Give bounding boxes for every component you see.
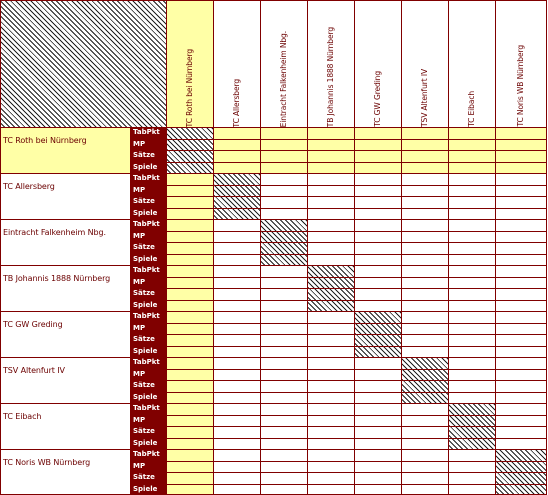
result-cell[interactable] bbox=[213, 438, 260, 450]
result-cell[interactable] bbox=[166, 196, 213, 208]
stat-label: Sätze bbox=[130, 426, 166, 438]
column-header bbox=[307, 0, 354, 127]
result-cell[interactable] bbox=[213, 323, 260, 335]
result-cell[interactable] bbox=[448, 449, 495, 461]
result-cell[interactable] bbox=[307, 323, 354, 335]
result-cell[interactable] bbox=[448, 311, 495, 323]
result-cell[interactable] bbox=[307, 219, 354, 231]
result-cell[interactable] bbox=[307, 162, 354, 174]
result-cell[interactable] bbox=[495, 392, 546, 404]
stat-label: Sätze bbox=[130, 380, 166, 392]
result-cell[interactable] bbox=[260, 426, 307, 438]
column-header bbox=[213, 0, 260, 127]
stat-label: Sätze bbox=[130, 196, 166, 208]
result-cell[interactable] bbox=[448, 150, 495, 162]
result-cell[interactable] bbox=[307, 254, 354, 266]
result-cell[interactable] bbox=[495, 265, 546, 277]
result-cell[interactable] bbox=[354, 277, 401, 289]
column-header-label: TC GW Greding bbox=[373, 67, 382, 127]
result-cell[interactable] bbox=[307, 403, 354, 415]
result-cell[interactable] bbox=[401, 231, 448, 243]
result-cell[interactable] bbox=[495, 277, 546, 289]
result-cell[interactable] bbox=[448, 219, 495, 231]
result-cell[interactable] bbox=[401, 127, 448, 139]
column-header-label: TB Johannis 1888 Nürnberg bbox=[326, 23, 335, 127]
team-row-label: TC Noris WB Nürnberg bbox=[0, 449, 130, 495]
result-cell[interactable] bbox=[401, 185, 448, 197]
result-cell[interactable] bbox=[213, 369, 260, 381]
result-cell[interactable] bbox=[354, 173, 401, 185]
result-cell[interactable] bbox=[213, 219, 260, 231]
column-header bbox=[401, 0, 448, 127]
result-cell[interactable] bbox=[307, 461, 354, 473]
stat-label: Spiele bbox=[130, 346, 166, 358]
diagonal-hatch-cell bbox=[307, 265, 354, 311]
stat-label: TabPkt bbox=[130, 127, 166, 139]
result-cell[interactable] bbox=[307, 185, 354, 197]
result-cell[interactable] bbox=[401, 300, 448, 312]
result-cell[interactable] bbox=[448, 288, 495, 300]
result-cell[interactable] bbox=[448, 357, 495, 369]
result-cell[interactable] bbox=[307, 415, 354, 427]
result-cell[interactable] bbox=[307, 346, 354, 358]
result-cell[interactable] bbox=[260, 323, 307, 335]
result-cell[interactable] bbox=[495, 219, 546, 231]
result-cell[interactable] bbox=[307, 426, 354, 438]
result-cell[interactable] bbox=[213, 392, 260, 404]
result-cell[interactable] bbox=[495, 426, 546, 438]
result-cell[interactable] bbox=[448, 484, 495, 495]
result-cell[interactable] bbox=[354, 357, 401, 369]
result-cell[interactable] bbox=[495, 231, 546, 243]
result-cell[interactable] bbox=[260, 150, 307, 162]
result-cell[interactable] bbox=[166, 484, 213, 495]
result-cell[interactable] bbox=[448, 265, 495, 277]
result-cell[interactable] bbox=[166, 300, 213, 312]
result-cell[interactable] bbox=[495, 196, 546, 208]
result-cell[interactable] bbox=[401, 484, 448, 495]
stat-label: TabPkt bbox=[130, 265, 166, 277]
result-cell[interactable] bbox=[448, 461, 495, 473]
result-cell[interactable] bbox=[354, 472, 401, 484]
result-cell[interactable] bbox=[495, 380, 546, 392]
stat-label: Sätze bbox=[130, 242, 166, 254]
stat-label: MP bbox=[130, 415, 166, 427]
result-cell[interactable] bbox=[213, 461, 260, 473]
result-cell[interactable] bbox=[260, 311, 307, 323]
stat-label: Spiele bbox=[130, 254, 166, 266]
stat-label: MP bbox=[130, 231, 166, 243]
result-cell[interactable] bbox=[448, 323, 495, 335]
result-cell[interactable] bbox=[260, 357, 307, 369]
result-cell[interactable] bbox=[401, 265, 448, 277]
result-cell[interactable] bbox=[260, 173, 307, 185]
stat-label: TabPkt bbox=[130, 311, 166, 323]
corner-hatch bbox=[0, 0, 166, 127]
diagonal-hatch-cell bbox=[448, 403, 495, 449]
result-cell[interactable] bbox=[401, 461, 448, 473]
result-cell[interactable] bbox=[495, 415, 546, 427]
result-cell[interactable] bbox=[495, 300, 546, 312]
column-header bbox=[354, 0, 401, 127]
team-row-label: TB Johannis 1888 Nürnberg bbox=[0, 265, 130, 311]
result-cell[interactable] bbox=[495, 438, 546, 450]
team-row-label: TC Eibach bbox=[0, 403, 130, 449]
result-cell[interactable] bbox=[213, 150, 260, 162]
result-cell[interactable] bbox=[495, 334, 546, 346]
stat-label: Spiele bbox=[130, 392, 166, 404]
result-cell[interactable] bbox=[495, 242, 546, 254]
stat-label: Spiele bbox=[130, 162, 166, 174]
column-header bbox=[260, 0, 307, 127]
result-cell[interactable] bbox=[495, 150, 546, 162]
diagonal-hatch-cell bbox=[354, 311, 401, 357]
result-cell[interactable] bbox=[213, 127, 260, 139]
stat-label: TabPkt bbox=[130, 403, 166, 415]
result-cell[interactable] bbox=[354, 185, 401, 197]
result-cell[interactable] bbox=[354, 461, 401, 473]
result-cell[interactable] bbox=[166, 426, 213, 438]
result-cell[interactable] bbox=[448, 472, 495, 484]
result-cell[interactable] bbox=[354, 127, 401, 139]
result-cell[interactable] bbox=[401, 162, 448, 174]
column-header-label: TC Eibach bbox=[467, 87, 476, 127]
team-row-label: TC Allersberg bbox=[0, 173, 130, 219]
result-cell[interactable] bbox=[401, 449, 448, 461]
result-cell[interactable] bbox=[213, 472, 260, 484]
result-cell[interactable] bbox=[166, 185, 213, 197]
result-cell[interactable] bbox=[166, 415, 213, 427]
result-cell[interactable] bbox=[448, 162, 495, 174]
result-cell[interactable] bbox=[260, 196, 307, 208]
stat-label: MP bbox=[130, 139, 166, 151]
result-cell[interactable] bbox=[260, 127, 307, 139]
result-cell[interactable] bbox=[354, 219, 401, 231]
stat-label: MP bbox=[130, 369, 166, 381]
result-cell[interactable] bbox=[448, 173, 495, 185]
result-cell[interactable] bbox=[354, 231, 401, 243]
result-cell[interactable] bbox=[495, 357, 546, 369]
stat-label: Spiele bbox=[130, 300, 166, 312]
result-cell[interactable] bbox=[166, 173, 213, 185]
column-header-label: Eintracht Falkenheim Nbg. bbox=[279, 27, 288, 127]
result-cell[interactable] bbox=[307, 357, 354, 369]
result-cell[interactable] bbox=[307, 449, 354, 461]
stat-label: Spiele bbox=[130, 484, 166, 495]
result-cell[interactable] bbox=[213, 254, 260, 266]
result-cell[interactable] bbox=[448, 369, 495, 381]
result-cell[interactable] bbox=[260, 461, 307, 473]
result-cell[interactable] bbox=[213, 311, 260, 323]
result-cell[interactable] bbox=[448, 254, 495, 266]
team-row-label: TC Roth bei Nürnberg bbox=[0, 127, 130, 173]
result-cell[interactable] bbox=[354, 242, 401, 254]
result-cell[interactable] bbox=[166, 323, 213, 335]
result-cell[interactable] bbox=[260, 346, 307, 358]
result-cell[interactable] bbox=[260, 139, 307, 151]
team-row-label: TSV Altenfurt IV bbox=[0, 357, 130, 403]
result-cell[interactable] bbox=[401, 219, 448, 231]
result-cell[interactable] bbox=[354, 449, 401, 461]
stat-label: Spiele bbox=[130, 208, 166, 220]
result-cell[interactable] bbox=[213, 415, 260, 427]
result-cell[interactable] bbox=[213, 334, 260, 346]
result-cell[interactable] bbox=[401, 242, 448, 254]
result-cell[interactable] bbox=[166, 242, 213, 254]
stat-label: MP bbox=[130, 461, 166, 473]
result-cell[interactable] bbox=[166, 369, 213, 381]
result-cell[interactable] bbox=[354, 369, 401, 381]
result-cell[interactable] bbox=[448, 139, 495, 151]
result-cell[interactable] bbox=[260, 449, 307, 461]
result-cell[interactable] bbox=[354, 415, 401, 427]
result-cell[interactable] bbox=[307, 139, 354, 151]
stat-label: MP bbox=[130, 323, 166, 335]
result-cell[interactable] bbox=[401, 311, 448, 323]
result-cell[interactable] bbox=[307, 380, 354, 392]
team-row-label: TC GW Greding bbox=[0, 311, 130, 357]
result-cell[interactable] bbox=[166, 449, 213, 461]
result-cell[interactable] bbox=[166, 334, 213, 346]
result-cell[interactable] bbox=[495, 127, 546, 139]
result-cell[interactable] bbox=[354, 150, 401, 162]
result-cell[interactable] bbox=[260, 472, 307, 484]
result-cell[interactable] bbox=[448, 185, 495, 197]
result-cell[interactable] bbox=[448, 127, 495, 139]
result-cell[interactable] bbox=[448, 392, 495, 404]
result-cell[interactable] bbox=[354, 392, 401, 404]
result-cell[interactable] bbox=[495, 173, 546, 185]
result-cell[interactable] bbox=[307, 208, 354, 220]
result-cell[interactable] bbox=[260, 185, 307, 197]
result-cell[interactable] bbox=[260, 208, 307, 220]
result-cell[interactable] bbox=[495, 346, 546, 358]
result-cell[interactable] bbox=[354, 300, 401, 312]
stat-label: Spiele bbox=[130, 438, 166, 450]
result-cell[interactable] bbox=[495, 162, 546, 174]
diagonal-hatch-cell bbox=[213, 173, 260, 219]
result-cell[interactable] bbox=[354, 254, 401, 266]
result-cell[interactable] bbox=[213, 242, 260, 254]
result-cell[interactable] bbox=[213, 288, 260, 300]
result-cell[interactable] bbox=[354, 288, 401, 300]
result-cell[interactable] bbox=[401, 334, 448, 346]
result-cell[interactable] bbox=[401, 346, 448, 358]
result-cell[interactable] bbox=[401, 139, 448, 151]
result-cell[interactable] bbox=[166, 403, 213, 415]
result-cell[interactable] bbox=[166, 380, 213, 392]
result-cell[interactable] bbox=[354, 380, 401, 392]
result-cell[interactable] bbox=[213, 162, 260, 174]
result-cell[interactable] bbox=[307, 150, 354, 162]
result-cell[interactable] bbox=[260, 369, 307, 381]
result-cell[interactable] bbox=[166, 219, 213, 231]
result-cell[interactable] bbox=[307, 242, 354, 254]
result-cell[interactable] bbox=[213, 300, 260, 312]
result-cell[interactable] bbox=[495, 288, 546, 300]
diagonal-hatch-cell bbox=[166, 127, 213, 173]
result-cell[interactable] bbox=[307, 392, 354, 404]
result-cell[interactable] bbox=[166, 392, 213, 404]
diagonal-hatch-cell bbox=[401, 357, 448, 403]
result-cell[interactable] bbox=[354, 139, 401, 151]
column-header bbox=[448, 0, 495, 127]
result-cell[interactable] bbox=[213, 449, 260, 461]
result-cell[interactable] bbox=[307, 196, 354, 208]
result-cell[interactable] bbox=[166, 277, 213, 289]
result-cell[interactable] bbox=[213, 346, 260, 358]
result-cell[interactable] bbox=[166, 472, 213, 484]
result-cell[interactable] bbox=[354, 403, 401, 415]
result-cell[interactable] bbox=[354, 162, 401, 174]
result-cell[interactable] bbox=[213, 403, 260, 415]
result-cell[interactable] bbox=[401, 150, 448, 162]
result-cell[interactable] bbox=[260, 380, 307, 392]
result-cell[interactable] bbox=[495, 403, 546, 415]
diagonal-hatch-cell bbox=[495, 449, 546, 495]
result-cell[interactable] bbox=[307, 231, 354, 243]
result-cell[interactable] bbox=[354, 196, 401, 208]
result-cell[interactable] bbox=[166, 288, 213, 300]
stat-label: Sätze bbox=[130, 288, 166, 300]
result-cell[interactable] bbox=[401, 196, 448, 208]
result-cell[interactable] bbox=[260, 162, 307, 174]
column-header-label: TC Roth bei Nürnberg bbox=[185, 45, 194, 127]
result-cell[interactable] bbox=[307, 334, 354, 346]
result-cell[interactable] bbox=[495, 208, 546, 220]
result-cell[interactable] bbox=[354, 426, 401, 438]
result-cell[interactable] bbox=[166, 438, 213, 450]
result-cell[interactable] bbox=[166, 208, 213, 220]
stat-label: MP bbox=[130, 277, 166, 289]
stat-label: TabPkt bbox=[130, 219, 166, 231]
result-cell[interactable] bbox=[401, 208, 448, 220]
result-cell[interactable] bbox=[166, 346, 213, 358]
result-cell[interactable] bbox=[307, 311, 354, 323]
result-cell[interactable] bbox=[448, 196, 495, 208]
result-cell[interactable] bbox=[448, 380, 495, 392]
column-header-label: TSV Altenfurt IV bbox=[420, 65, 429, 127]
result-cell[interactable] bbox=[307, 369, 354, 381]
result-cell[interactable] bbox=[448, 346, 495, 358]
result-cell[interactable] bbox=[260, 403, 307, 415]
result-cell[interactable] bbox=[495, 139, 546, 151]
stat-label: TabPkt bbox=[130, 173, 166, 185]
result-cell[interactable] bbox=[401, 403, 448, 415]
result-cell[interactable] bbox=[260, 265, 307, 277]
result-cell[interactable] bbox=[166, 461, 213, 473]
result-cell[interactable] bbox=[401, 426, 448, 438]
result-cell[interactable] bbox=[401, 472, 448, 484]
result-cell[interactable] bbox=[260, 334, 307, 346]
result-cell[interactable] bbox=[401, 438, 448, 450]
result-cell[interactable] bbox=[401, 173, 448, 185]
result-cell[interactable] bbox=[448, 242, 495, 254]
result-cell[interactable] bbox=[213, 139, 260, 151]
result-cell[interactable] bbox=[401, 415, 448, 427]
result-cell[interactable] bbox=[307, 438, 354, 450]
result-cell[interactable] bbox=[307, 484, 354, 495]
result-cell[interactable] bbox=[401, 254, 448, 266]
result-cell[interactable] bbox=[354, 208, 401, 220]
result-cell[interactable] bbox=[401, 288, 448, 300]
result-cell[interactable] bbox=[260, 415, 307, 427]
stat-label: TabPkt bbox=[130, 357, 166, 369]
result-cell[interactable] bbox=[213, 426, 260, 438]
result-cell[interactable] bbox=[166, 311, 213, 323]
result-cell[interactable] bbox=[213, 357, 260, 369]
result-cell[interactable] bbox=[448, 277, 495, 289]
result-cell[interactable] bbox=[213, 484, 260, 495]
result-cell[interactable] bbox=[495, 185, 546, 197]
result-cell[interactable] bbox=[307, 472, 354, 484]
result-cell[interactable] bbox=[401, 323, 448, 335]
team-row-label: Eintracht Falkenheim Nbg. bbox=[0, 219, 130, 265]
column-header-label: TC Allersberg bbox=[232, 75, 241, 127]
result-cell[interactable] bbox=[166, 231, 213, 243]
result-cell[interactable] bbox=[495, 369, 546, 381]
result-cell[interactable] bbox=[260, 300, 307, 312]
stat-label: Sätze bbox=[130, 472, 166, 484]
result-cell[interactable] bbox=[354, 484, 401, 495]
result-cell[interactable] bbox=[401, 277, 448, 289]
result-cell[interactable] bbox=[495, 323, 546, 335]
result-cell[interactable] bbox=[260, 392, 307, 404]
result-cell[interactable] bbox=[448, 334, 495, 346]
stat-label: Sätze bbox=[130, 150, 166, 162]
result-cell[interactable] bbox=[260, 484, 307, 495]
result-cell[interactable] bbox=[448, 208, 495, 220]
stat-label: Sätze bbox=[130, 334, 166, 346]
result-cell[interactable] bbox=[213, 277, 260, 289]
result-cell[interactable] bbox=[213, 231, 260, 243]
result-cell[interactable] bbox=[448, 300, 495, 312]
result-cell[interactable] bbox=[495, 311, 546, 323]
stat-label: TabPkt bbox=[130, 449, 166, 461]
result-cell[interactable] bbox=[166, 254, 213, 266]
column-header-label: TC Noris WB Nürnberg bbox=[516, 41, 525, 127]
result-cell[interactable] bbox=[354, 265, 401, 277]
result-cell[interactable] bbox=[495, 254, 546, 266]
result-cell[interactable] bbox=[354, 438, 401, 450]
result-cell[interactable] bbox=[307, 127, 354, 139]
diagonal-hatch-cell bbox=[260, 219, 307, 265]
stat-label: MP bbox=[130, 185, 166, 197]
column-header bbox=[495, 0, 546, 127]
result-cell[interactable] bbox=[213, 265, 260, 277]
result-cell[interactable] bbox=[166, 265, 213, 277]
result-cell[interactable] bbox=[260, 438, 307, 450]
result-cell[interactable] bbox=[260, 288, 307, 300]
result-cell[interactable] bbox=[213, 380, 260, 392]
result-cell[interactable] bbox=[307, 173, 354, 185]
result-cell[interactable] bbox=[260, 277, 307, 289]
result-cell[interactable] bbox=[166, 357, 213, 369]
column-header bbox=[166, 0, 213, 127]
result-cell[interactable] bbox=[448, 231, 495, 243]
